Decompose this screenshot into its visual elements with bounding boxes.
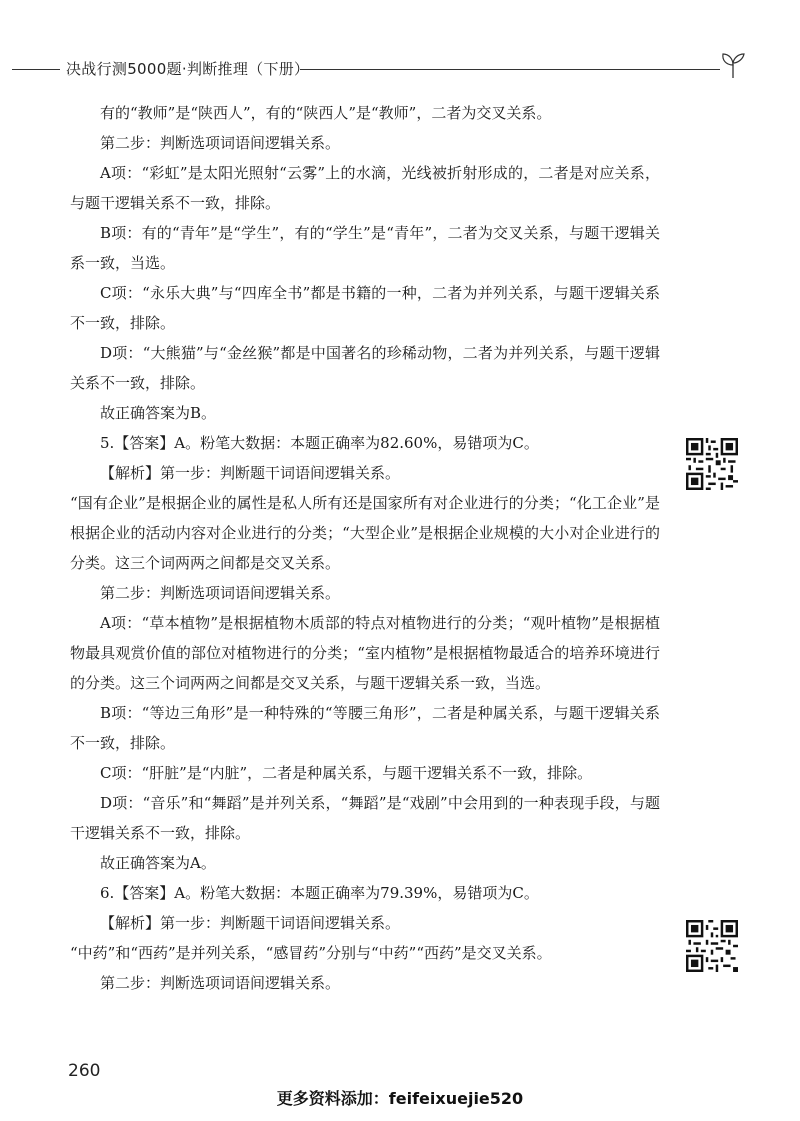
paragraph: 故正确答案为A。 xyxy=(100,854,216,872)
qr-code-icon[interactable] xyxy=(686,438,738,490)
paragraph: D项：“音乐”和“舞蹈”是并列关系，“舞蹈”是“戏剧”中会用到的一种表现手段，与题干逻辑关系不一致，排除。 xyxy=(70,794,660,842)
running-header xyxy=(0,50,800,90)
paragraph: C项：“肝脏”是“内脏”，二者是种属关系，与题干逻辑关系不一致，排除。 xyxy=(100,764,593,782)
qr-code-icon[interactable] xyxy=(686,920,738,972)
analysis-6-heading: 【解析】第一步：判断题干词语间逻辑关系。 xyxy=(100,914,401,932)
paragraph: “中药”和“西药”是并列关系，“感冒药”分别与“中药”“西药”是交叉关系。 xyxy=(70,944,552,962)
paragraph: D项：“大熊猫”与“金丝猴”都是中国著名的珍稀动物，二者为并列关系，与题干逻辑关系不一致，排除。 xyxy=(70,344,660,392)
header-rule-right xyxy=(300,69,720,70)
paragraph: A项：“草本植物”是根据植物木质部的特点对植物进行的分类；“观叶植物”是根据植物最具观赏价值的部位对植物进行的分类；“室内植物”是根据植物最适合的培养环境进行的分类。这三个词两两之间都是交叉关系，与题干逻辑关系一致，当选。 xyxy=(70,614,660,692)
header-rule-left xyxy=(12,69,60,70)
paragraph: C项：“永乐大典”与“四库全书”都是书籍的一种，二者为并列关系，与题干逻辑关系不一致，排除。 xyxy=(70,284,660,332)
paragraph: 第二步：判断选项词语间逻辑关系。 xyxy=(100,974,341,992)
paragraph: 有的“教师”是“陕西人”，有的“陕西人”是“教师”，二者为交叉关系。 xyxy=(100,104,552,122)
paragraph: B项：“等边三角形”是一种特殊的“等腰三角形”，二者是种属关系，与题干逻辑关系不一致，排除。 xyxy=(70,704,660,752)
paragraph: 第二步：判断选项词语间逻辑关系。 xyxy=(100,134,341,152)
answer-5: 5.【答案】A。粉笔大数据：本题正确率为82.60%，易错项为C。 xyxy=(100,434,539,452)
paragraph: 故正确答案为B。 xyxy=(100,404,217,422)
page-body xyxy=(70,98,660,998)
header-title: 决战行测5000题·判断推理（下册） xyxy=(66,60,310,78)
paragraph: B项：有的“青年”是“学生”，有的“学生”是“青年”，二者为交叉关系，与题干逻辑关系一致，当选。 xyxy=(70,224,660,272)
paragraph: “国有企业”是根据企业的属性是私人所有还是国家所有对企业进行的分类；“化工企业”是根据企业的活动内容对企业进行的分类；“大型企业”是根据企业规模的大小对企业进行的分类。这三个词两两之间都是交叉关系。 xyxy=(70,494,660,572)
paragraph: A项：“彩虹”是太阳光照射“云雾”上的水滴，光线被折射形成的，二者是对应关系，与题干逻辑关系不一致，排除。 xyxy=(70,164,660,212)
analysis-5-heading: 【解析】第一步：判断题干词语间逻辑关系。 xyxy=(100,464,401,482)
page-number: 260 xyxy=(68,1061,101,1081)
sprout-icon xyxy=(718,50,748,80)
footer-note: 更多资料添加：feifeixuejie520 xyxy=(276,1089,524,1108)
answer-6: 6.【答案】A。粉笔大数据：本题正确率为79.39%，易错项为C。 xyxy=(100,884,539,902)
paragraph: 第二步：判断选项词语间逻辑关系。 xyxy=(100,584,341,602)
